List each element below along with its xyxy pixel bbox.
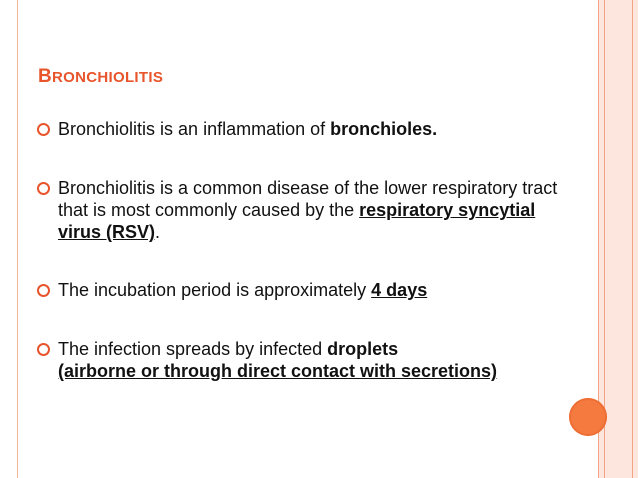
- bullet-text: [58, 118, 578, 140]
- bullet-text-plain: The infection spreads by infected: [58, 339, 328, 359]
- bullet-text: [58, 279, 578, 301]
- bullet-text-plain: .: [155, 222, 161, 242]
- bullet-text-bold: droplets: [327, 339, 399, 359]
- bullet-item: [38, 177, 578, 243]
- bullet-list: [38, 118, 578, 382]
- bullet-ring-icon: [37, 343, 50, 356]
- bullet-item: [38, 338, 578, 382]
- slide-title: [38, 66, 163, 88]
- bullet-text-plain: Bronchiolitis is a common disease of the lower respiratory tract that is most commonly caused by the: [58, 178, 558, 220]
- bullet-ring-icon: [37, 123, 50, 136]
- title-initial: B: [38, 66, 53, 87]
- bullet-text-bold-underlined: (airborne or through direct contact with secretions): [58, 361, 498, 381]
- bullet-ring-icon: [37, 284, 50, 297]
- bullet-text-bold-underlined: 4 days: [371, 280, 428, 300]
- bullet-text: [58, 338, 578, 382]
- left-border-line: [17, 0, 18, 478]
- title-rest: RONCHIOLITIS: [52, 69, 164, 86]
- right-border-line: [632, 0, 633, 478]
- bullet-item: [38, 118, 578, 140]
- bullet-ring-icon: [37, 182, 50, 195]
- bullet-text-plain: The incubation period is approximately: [58, 280, 372, 300]
- bullet-text-bold: bronchioles.: [330, 119, 438, 139]
- bullet-text-bold-underlined: respiratory syncytial virus (RSV): [58, 200, 536, 242]
- bullet-text-plain: Bronchiolitis is an inflammation of: [58, 119, 331, 139]
- decorative-circle: [569, 398, 607, 436]
- bullet-text: [58, 177, 578, 243]
- bullet-item: [38, 279, 578, 301]
